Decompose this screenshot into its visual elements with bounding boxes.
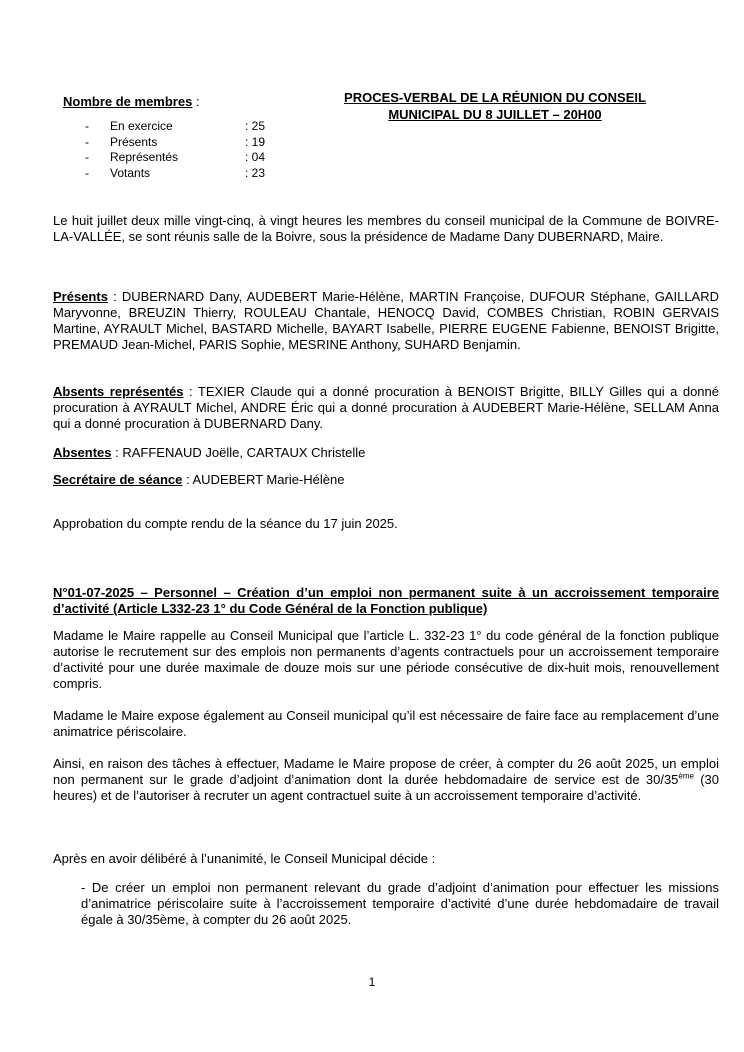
- presents-paragraph: [53, 289, 719, 353]
- members-row-value: : 19: [245, 134, 266, 149]
- presents-label: Présents: [53, 289, 108, 304]
- absentes-label: Absentes: [53, 445, 112, 460]
- proposition-text-start: Ainsi, en raison des tâches à effectuer, Madame le Maire propose de créer, à compter du 26 août 2025, un emploi non permanent sur le grade d’adjoint d’animation dont la durée hebdomadaire de service est de 30/35: [53, 756, 719, 787]
- superscript-eme: ème: [678, 771, 694, 781]
- document-title-line1: PROCES-VERBAL DE LA RÉUNION DU CONSEIL: [344, 90, 646, 105]
- members-row-value: : 04: [245, 150, 266, 165]
- secretaire-label: Secrétaire de séance: [53, 472, 183, 487]
- members-title-suffix: :: [192, 94, 200, 109]
- paragraph-expose: Madame le Maire expose également au Conseil municipal qu’il est nécessaire de faire face au remplacement d’une animatrice périscolaire.: [53, 708, 719, 739]
- list-dash: -: [85, 134, 89, 149]
- absents-representes-paragraph: [53, 384, 719, 432]
- section-title: N°01-07-2025 – Personnel – Création d’un emploi non permanent suite à un accroissement temporaire d’activité (Article L332-23 1° du Code Général de la Fonction publique): [53, 585, 719, 616]
- presents-text: : DUBERNARD Dany, AUDEBERT Marie-Hélène, MARTIN Françoise, DUFOUR Stéphane, GAILLARD Maryvonne, BREUZIN Thierry, ROULEAU Chantale, HENOCQ David, COMBES Christian, ROBIN GERVAIS Martine, AYRAULT Michel, BASTARD Michelle, BAYART Isabelle, PIERRE EUGENE Fabienne, BENOIST Brigitte, PREMAUD Jean-Michel, PARIS Sophie, MESRINE Anthony, SUHARD Benjamin.: [53, 289, 719, 352]
- secretaire-paragraph: [53, 472, 719, 488]
- page-number: 1: [368, 975, 376, 989]
- intro-paragraph: Le huit juillet deux mille vingt-cinq, à vingt heures les membres du conseil municipal de la Commune de BOIVRE-LA-VALLÉE, se sont réunis salle de la Boivre, sous la présidence de Madame Dany DUBERNARD, Maire.: [53, 213, 719, 244]
- members-row-label: En exercice: [110, 119, 173, 133]
- proposition-text-end: (30 heures) et de l’autoriser à recruter un agent contractuel suite à un accroissement temporaire d’activité.: [53, 772, 719, 803]
- list-dash: -: [85, 119, 89, 133]
- members-list: [63, 119, 293, 182]
- approbation-paragraph: Approbation du compte rendu de la séance du 17 juin 2025.: [53, 516, 398, 531]
- members-row-value: : 25: [245, 119, 266, 133]
- members-row-label: Représentés: [110, 150, 179, 165]
- decision-item: - De créer un emploi non permanent relevant du grade d’adjoint d’animation pour effectuer les missions d’animatrice périscolaire suite à l’accroissement temporaire d’activité d’une durée hebdomadaire de travail égale à 30/35ème, à compter du 26 août 2025.: [81, 880, 719, 927]
- members-title: [63, 94, 293, 109]
- absents-representes-text: : TEXIER Claude qui a donné procuration à BENOIST Brigitte, BILLY Gilles qui a donné procuration à AYRAULT Michel, ANDRE Éric qui a donné procuration à AUDEBERT Marie-Hélène, SELLAM Anna qui a donné procuration à DUBERNARD Dany.: [53, 384, 719, 431]
- document-title-line2: MUNICIPAL DU 8 JUILLET – 20H00: [388, 107, 602, 122]
- document-title: [330, 89, 660, 123]
- members-row: [63, 119, 293, 135]
- secretaire-text: : AUDEBERT Marie-Hélène: [182, 472, 345, 487]
- absentes-text: : RAFFENAUD Joëlle, CARTAUX Christelle: [111, 445, 366, 460]
- members-row: [63, 135, 293, 151]
- members-row: [63, 166, 293, 182]
- list-dash: -: [85, 150, 89, 165]
- members-row: [63, 150, 293, 166]
- members-block: [63, 94, 293, 182]
- absents-representes-label: Absents représentés: [53, 384, 184, 399]
- members-title-text: Nombre de membres: [63, 94, 193, 109]
- list-dash: -: [85, 166, 89, 181]
- members-row-label: Présents: [110, 134, 158, 149]
- paragraph-proposition: [53, 756, 719, 804]
- paragraph-decision-intro: Après en avoir délibéré à l’unanimité, le Conseil Municipal décide :: [53, 851, 436, 866]
- paragraph-rappel: Madame le Maire rappelle au Conseil Municipal que l’article L. 332-23 1° du code général de la fonction publique autorise le recrutement sur des emplois non permanents d’agents contractuels pour un accroissement temporaire d’activité pour une durée maximale de douze mois sur une période consécutive de dix-huit mois, renouvellement compris.: [53, 628, 719, 691]
- members-row-value: : 23: [245, 166, 266, 181]
- absentes-paragraph: [53, 445, 719, 461]
- members-row-label: Votants: [110, 166, 151, 181]
